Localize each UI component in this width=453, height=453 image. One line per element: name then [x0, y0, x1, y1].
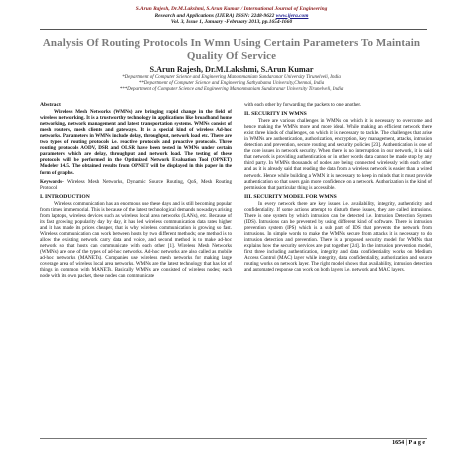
journal-header — [40, 6, 423, 26]
section-2-text: There are various challenges in WMNs on which it is necessary to overcome and hence making the WMNs more and more ideal. While making an efficient network there exist three kinds of challenges, on which it is necessary to tackle. The challenges that arise in WMNs are authentication, authorization, encryption, key management, attacks, intrusion detection and prevention, secure routing and security policies [23]. Authentication is one of the core issues in network security. When there is no interruption in our network, it is said that network is providing authentication or in other words data cannot be made stop by any third party. In WMNs thousands of nodes are being connected wirelessly with each other and as it is already said that reading the data from a wireless network is easier than a wired network. Hence while building a WMN it is necessary to keep in minds that it must provide authentication so that users gain more confidence on a network. Authorization is the kind of permission that particular thing is accessible. — [244, 118, 432, 191]
affiliation-3: ***Department of Computer Science and Engineering Manonmaniam Sundaranar University Tirunelveli, India — [119, 87, 344, 93]
keywords-label: Keywords- — [40, 178, 64, 185]
header-rule — [40, 29, 427, 30]
left-column — [40, 102, 232, 282]
header-line-3: Vol. 3, Issue 1, January -February 2013, pp.1654-1660 — [170, 19, 293, 26]
header-line-2 — [40, 13, 423, 20]
continued-text: with each other by forwarding the packets to one another. — [244, 102, 362, 108]
keywords-text: Wireless Mesh Networks, Dynamic Source Routing, QoS, Mesh Routing Protocol — [40, 178, 232, 191]
page-number: 1654 | P a g e — [392, 440, 425, 446]
paper-authors: S.Arun Rajesh, Dr.M.Lakshmi, S.Arun Kumar — [149, 65, 314, 74]
right-column — [244, 102, 432, 276]
keywords — [40, 179, 232, 191]
footer-rule — [40, 438, 427, 439]
journal-url-link[interactable]: www.ijera.com — [275, 12, 309, 19]
intro-heading: I. INTRODUCTION — [40, 193, 90, 200]
section-3-heading: III. SECURITY MODEL FOR WMNS — [244, 193, 337, 200]
header-issn: Research and Applications (IJERA) ISSN: 2248-9622 — [154, 12, 275, 19]
affiliation-2: **Department of Computer Science and Engineering Sathyabama University,Chennai, India — [138, 81, 325, 87]
abstract-heading: Abstract — [40, 102, 61, 108]
intro-text: Wireless communication has an enormous use these days and is still becoming popular from times immemorial. This is because of the latest technological demands nowadays arising from laptops, wireless devices such as wireless local area networks (LANs), etc. Because of its fast growing popularity day by day, it has led wireless communication data rates higher and it has made its prices cheaper, that is why wireless communication is growing so fast. Wireless communication can work between hosts by two different methods; one method is to allow the existing network carry data and voice, and second method is to make ad-hoc network so that hosts can communicate with each other [1]. Wireless Mesh Networks (WMNs) are one of the types of ad-hoc networks. Ad-hoc networks are also called as mobile ad-hoc networks (MANETs). Companies use wireless mesh networks for making large coverage area of wireless local area networks. WMNs are the latest technology that has lot of things in common with MANETs. Basically WMNs are consisted of wireless nodes; each node with its own packet, these nodes can communicate — [40, 200, 232, 280]
section-3-text: In every network there are key issues i.e. availability, integrity, authenticity and confidentiality. If some actions attempt to disturb these issues, they are called intrusions. There is one system by which intrusion can be detected i.e. Intrusion Detection System (IDS). Intrusions can be prevented by using different kind of software. There is intrusion prevention system (IPS) which is a sub part of IDS that prevents the network from intrusions. In simple words to make the WMNs secure from attacks it is necessary to do intrusion detection and prevention. There is a proposed security model for WMNs that explains how the security services are put together [24]. In the intrusion prevention model, first three including authentication, integrity and data confidentiality works on Medium Access Control (MAC) layer while integrity, data confidentiality, authorization and source routing works on network layer. The right model shows that availability, intrusion detection and automated response can work on both layers i.e. network and MAC layers. — [244, 200, 432, 274]
paper-title: Analysis Of Routing Protocols In Wmn Using Certain Parameters To Maintain Quality Of Service — [42, 37, 421, 62]
affiliation-1: *Department of Computer Science and Engineering Manonmaniam Sundaranar University Tirunelveli, India — [122, 75, 341, 80]
affiliations — [30, 75, 433, 94]
abstract-text: Wireless Mesh Networks (WMNs) are bringing rapid change in the field of wireless networking. It is a trustworthy technology in applications like broadband home networking, network management and latest transportation systems. WMNs consist of mesh routers, mesh clients and gateways. It is a special kind of wireless Ad-hoc networks. Parameters in WMNs include delay, throughput, network load etc. There are two types of routing protocols i.e. reactive protocols and proactive protocols. Three routing protocols AODV, DSR and OLSR have been tested in WMNs under certain parameters which are delay, throughput and network load. The testing of these protocols will be performed in the Optimized Network Evaluation Tool (OPNET) Modeler 14.5. The obtained results from OPNET will be displayed in this paper in the form of graphs. — [40, 109, 232, 176]
header-line-1: S.Arun Rajesh, Dr.M.Lakshmi, S.Arun Kumar / International Journal of Engineering — [135, 6, 328, 12]
section-2-heading: II. SECURITY IN WMNS — [244, 111, 307, 118]
